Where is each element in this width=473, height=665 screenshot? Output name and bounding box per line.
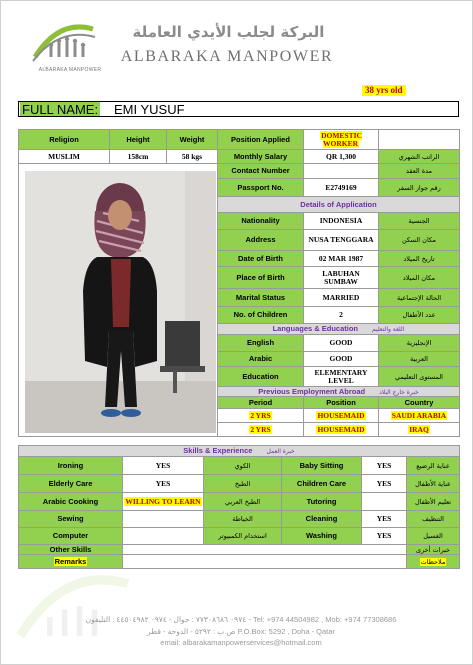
skills-table: [18, 445, 460, 569]
emp-position: HOUSEMAID: [317, 410, 365, 420]
skill-label-ar: الغسيل: [407, 528, 460, 545]
emp-position-header: Position: [304, 397, 379, 409]
top-values-row: [19, 150, 460, 164]
emp-country-cell: [379, 409, 460, 423]
address-label-ar: مكان السكن: [379, 230, 460, 251]
skill-value: YES: [123, 475, 204, 493]
education-value: ELEMENTARY LEVEL: [304, 367, 379, 387]
other-skills-value: [123, 545, 407, 555]
emp-country: IRAQ: [409, 424, 429, 434]
marital-label: Marital Status: [218, 289, 304, 307]
skill-value: [123, 511, 204, 528]
emp-period: 2 YRS: [250, 410, 271, 420]
skill-label-ar: الخياطة: [204, 511, 282, 528]
passport-label: Passport No.: [218, 179, 304, 197]
pob-value: LABUHAN SUMBAW: [304, 267, 379, 289]
skill-value: YES: [362, 457, 407, 475]
contact-label-ar: مدة العقد: [379, 164, 460, 179]
skill-label: Computer: [19, 528, 123, 545]
skill-label: Sewing: [19, 511, 123, 528]
remarks-label-ar: ملاحظات: [420, 557, 446, 566]
salary-value: QR 1,300: [304, 150, 379, 164]
dob-label: Date of Birth: [218, 251, 304, 267]
skill-label: Cleaning: [282, 511, 362, 528]
country-header: Country: [379, 397, 460, 409]
skills-title-row: [19, 446, 460, 457]
height-header: Height: [110, 130, 167, 150]
other-skills-row: [19, 545, 460, 555]
education-label-ar: المستوى التعليمي: [379, 367, 460, 387]
english-value: GOOD: [304, 335, 379, 352]
arabic-label-ar: العربية: [379, 352, 460, 367]
nationality-value: INDONESIA: [304, 213, 379, 230]
skill-label-ar: الكوي: [204, 457, 282, 475]
emp-country: SAUDI ARABIA: [391, 410, 447, 420]
footer-email[interactable]: email: albarakamanpowerservices@hotmail.com: [160, 638, 322, 647]
religion-value: MUSLIM: [19, 150, 110, 164]
skill-row: [19, 457, 460, 475]
skill-label: Arabic Cooking: [19, 493, 123, 511]
skill-label-ar: عناية الرضيع: [407, 457, 460, 475]
skill-label: Children Care: [282, 475, 362, 493]
education-label: Education: [218, 367, 304, 387]
pob-label-ar: مكان الميلاد: [379, 267, 460, 289]
albaraka-logo: [29, 17, 99, 65]
skill-value: [362, 493, 407, 511]
marital-value: MARRIED: [304, 289, 379, 307]
passport-value: E2749169: [304, 179, 379, 197]
employment-title: Previous Employment Abroad: [258, 386, 366, 396]
skill-label-ar: عناية الأطفال: [407, 475, 460, 493]
emp-country-cell: [379, 423, 460, 437]
dob-label-ar: تاريخ الميلاد: [379, 251, 460, 267]
footer-address: ص.ب : ٥٢٩٢ - الدوحة - قطر P.O.Box: 5292 , Doha - Qatar: [147, 627, 335, 636]
children-label: No. of Children: [218, 307, 304, 324]
blank-cell: [379, 130, 460, 150]
emp-period-cell: [218, 409, 304, 423]
skill-value: YES: [362, 528, 407, 545]
skill-label-ar: الطبخ: [204, 475, 282, 493]
skill-row: [19, 511, 460, 528]
age-badge: 38 yrs old: [362, 85, 406, 96]
languages-section-title: [218, 324, 460, 335]
children-value: 2: [304, 307, 379, 324]
weight-value: 58 kgs: [167, 150, 218, 164]
religion-header: Religion: [19, 130, 110, 150]
position-value: DOMESTIC WORKER: [321, 130, 362, 148]
skills-title: Skills & Experience: [183, 446, 253, 455]
skill-value: [123, 528, 204, 545]
remarks-label: Remarks: [54, 556, 87, 566]
dob-value: 02 MAR 1987: [304, 251, 379, 267]
emp-period-cell: [218, 423, 304, 437]
position-value-cell: [304, 130, 379, 150]
footer-phone: ٠٩٧٤ ٧٧٣٠٨٦٨٦ : جوال - ٠٩٧٤ ٤٤٥٠٤٩٨٢ : التليفون - Tel: +974 44504982 , Mob: +974 77308686: [85, 615, 397, 624]
marital-label-ar: الحالة الإجتماعية: [379, 289, 460, 307]
skills-title-ar: خبرة العمل: [266, 448, 295, 455]
arabic-value: GOOD: [304, 352, 379, 367]
languages-title: Languages & Education: [272, 324, 359, 333]
full-name-label: FULL NAME:: [22, 102, 99, 117]
brand-name-english: ALBARAKA MANPOWER: [120, 48, 334, 65]
nationality-label: Nationality: [218, 213, 304, 230]
other-skills-label-ar: خبرات أخرى: [407, 545, 460, 555]
details-section-title: Details of Application: [218, 197, 460, 213]
salary-label-ar: الراتب الشهري: [379, 150, 460, 164]
skill-value: YES: [362, 511, 407, 528]
height-value: 158cm: [110, 150, 167, 164]
logo-caption: ALBARAKA MANPOWER: [38, 67, 102, 73]
remarks-value: [123, 555, 407, 569]
nationality-label-ar: الجنسية: [379, 213, 460, 230]
employment-title-ar: خبرة خارج البلاد: [379, 388, 419, 396]
remarks-label-ar-cell: [407, 555, 460, 569]
salary-label: Monthly Salary: [218, 150, 304, 164]
skill-label: Elderly Care: [19, 475, 123, 493]
skill-value: YES: [123, 457, 204, 475]
emp-position: HOUSEMAID: [317, 424, 365, 434]
children-label-ar: عدد الأطفال: [379, 307, 460, 324]
skill-label-ar: الطبخ العربي: [204, 493, 282, 511]
arabic-label: Arabic: [218, 352, 304, 367]
english-label-ar: الإنجليزية: [379, 335, 460, 352]
applicant-photo: [25, 171, 216, 433]
skill-label: Washing: [282, 528, 362, 545]
skill-value: WILLING TO LEARN: [125, 496, 201, 506]
address-label: Address: [218, 230, 304, 251]
english-label: English: [218, 335, 304, 352]
skill-label: Ironing: [19, 457, 123, 475]
brand-name-arabic: البركة لجلب الأيدي العاملة: [132, 23, 325, 41]
other-skills-label: Other Skills: [19, 545, 123, 555]
emp-position-cell: [304, 409, 379, 423]
weight-header: Weight: [167, 130, 218, 150]
period-header: Period: [218, 397, 304, 409]
skill-label-ar: تعليم الأطفال: [407, 493, 460, 511]
emp-position-cell: [304, 423, 379, 437]
skill-value-cell: [123, 493, 204, 511]
skill-label-ar: التنظيف: [407, 511, 460, 528]
full-name-row: [18, 101, 459, 117]
skill-row: [19, 475, 460, 493]
skills-section-title: [19, 446, 460, 457]
skill-label: Tutoring: [282, 493, 362, 511]
full-name-value: EMI YUSUF: [114, 102, 185, 117]
skill-label-ar: استخدام الكمبيوتر: [204, 528, 282, 545]
contact-value: [304, 164, 379, 179]
emp-period: 2 YRS: [250, 424, 271, 434]
position-header: Position Applied: [218, 130, 304, 150]
employment-section-title: [218, 387, 460, 397]
skill-row: [19, 493, 460, 511]
languages-title-ar: اللغة والتعليم: [372, 326, 405, 333]
top-header-row: [19, 130, 460, 150]
pob-label: Place of Birth: [218, 267, 304, 289]
address-value: NUSA TENGGARA: [304, 230, 379, 251]
skill-row: [19, 528, 460, 545]
skill-label: Baby Sitting: [282, 457, 362, 475]
skill-value: YES: [362, 475, 407, 493]
passport-label-ar: رقم جواز السفر: [379, 179, 460, 197]
contact-label: Contact Number: [218, 164, 304, 179]
